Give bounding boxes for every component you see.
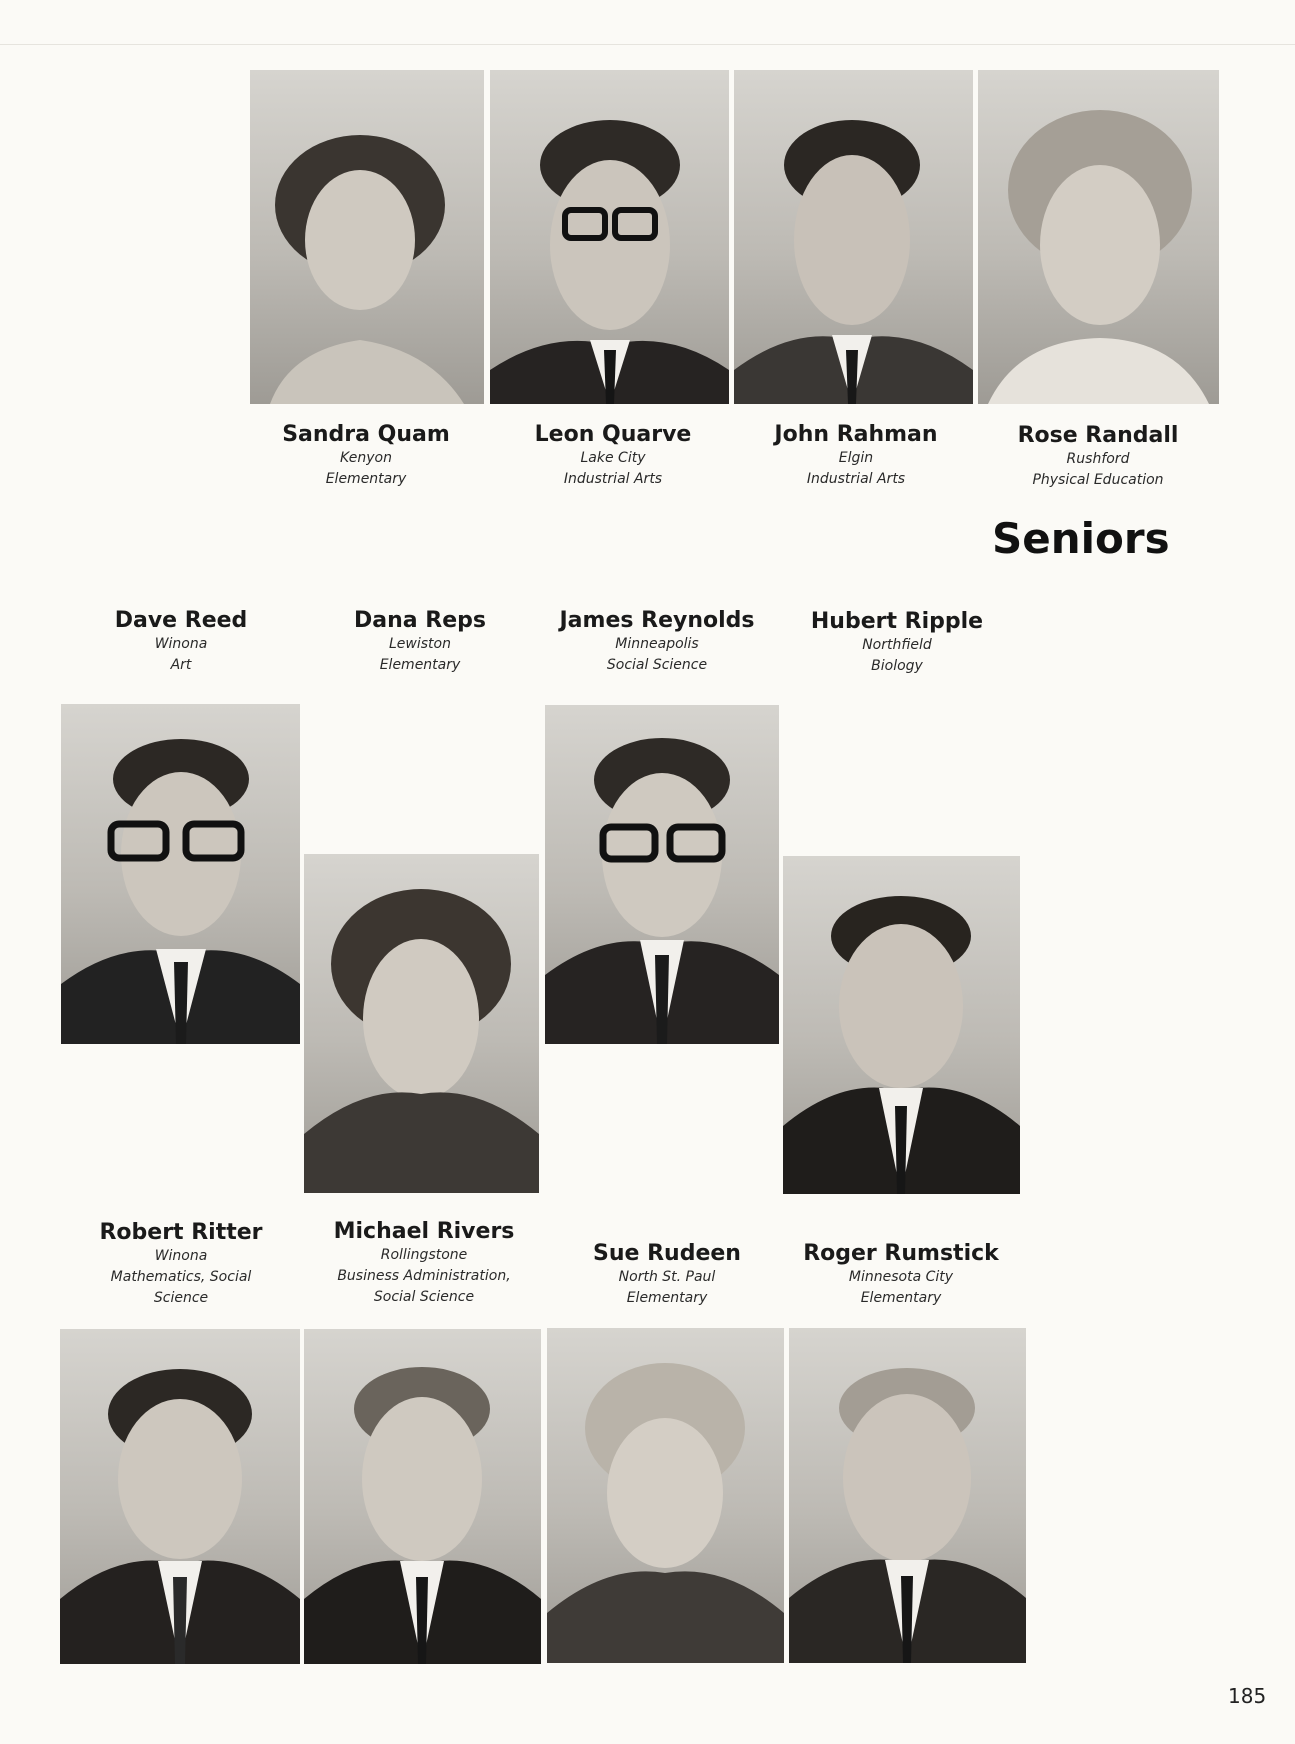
portrait-figure bbox=[60, 1329, 300, 1664]
student-major: Elementary bbox=[325, 471, 407, 487]
student-name: Dave Reed bbox=[114, 608, 248, 633]
page-top-rule bbox=[0, 44, 1295, 45]
student-major: Elementary bbox=[626, 1290, 708, 1306]
student-hometown: Minnesota City bbox=[848, 1269, 954, 1285]
student-major: Elementary bbox=[379, 657, 461, 673]
portrait-photo bbox=[545, 705, 779, 1044]
section-title: Seniors bbox=[992, 514, 1170, 563]
portrait-photo bbox=[734, 70, 973, 404]
student-name: Sue Rudeen bbox=[593, 1241, 741, 1266]
student-caption bbox=[304, 1219, 544, 1308]
student-major: Biology bbox=[871, 658, 923, 674]
student-hometown: Kenyon bbox=[340, 450, 392, 466]
student-hometown: Rollingstone bbox=[380, 1247, 468, 1263]
student-name: Rose Randall bbox=[1017, 423, 1179, 448]
student-name: John Rahman bbox=[774, 422, 938, 447]
student-name: James Reynolds bbox=[559, 608, 755, 633]
student-major-continued: Science bbox=[153, 1290, 209, 1306]
portrait-photo bbox=[789, 1328, 1026, 1663]
student-caption bbox=[537, 608, 777, 676]
portrait-figure bbox=[250, 70, 484, 404]
portrait-photo bbox=[304, 1329, 541, 1664]
student-major: Physical Education bbox=[1032, 472, 1164, 488]
student-caption bbox=[781, 1241, 1021, 1309]
student-name: Hubert Ripple bbox=[810, 609, 984, 634]
portrait-figure bbox=[789, 1328, 1026, 1663]
student-major: Industrial Arts bbox=[563, 471, 663, 487]
student-hometown: Elgin bbox=[838, 450, 874, 466]
student-caption bbox=[736, 422, 976, 490]
student-name: Robert Ritter bbox=[99, 1220, 263, 1245]
portrait-figure bbox=[545, 705, 779, 1044]
student-name: Leon Quarve bbox=[534, 422, 692, 447]
student-caption bbox=[61, 1220, 301, 1309]
portrait-figure bbox=[61, 704, 300, 1044]
portrait-photo bbox=[547, 1328, 784, 1663]
student-hometown: Lake City bbox=[580, 450, 646, 466]
student-caption bbox=[300, 608, 540, 676]
student-major: Mathematics, Social bbox=[110, 1269, 252, 1285]
student-hometown: Winona bbox=[154, 636, 208, 652]
portrait-photo bbox=[490, 70, 729, 404]
portrait-figure bbox=[304, 854, 539, 1193]
student-caption bbox=[246, 422, 486, 490]
portrait-figure bbox=[304, 1329, 541, 1664]
student-hometown: Minneapolis bbox=[615, 636, 699, 652]
student-major: Business Administration, bbox=[337, 1268, 511, 1284]
student-caption bbox=[777, 609, 1017, 677]
student-name: Sandra Quam bbox=[282, 422, 450, 447]
student-hometown: North St. Paul bbox=[618, 1269, 716, 1285]
portrait-figure bbox=[734, 70, 973, 404]
student-hometown: Lewiston bbox=[389, 636, 451, 652]
student-caption bbox=[61, 608, 301, 676]
portrait-photo bbox=[978, 70, 1219, 404]
portrait-photo bbox=[60, 1329, 300, 1664]
student-major: Industrial Arts bbox=[806, 471, 906, 487]
portrait-photo bbox=[61, 704, 300, 1044]
student-hometown: Rushford bbox=[1066, 451, 1130, 467]
student-caption bbox=[493, 422, 733, 490]
portrait-photo bbox=[783, 856, 1020, 1194]
student-caption bbox=[978, 423, 1218, 491]
portrait-figure bbox=[783, 856, 1020, 1194]
page-number: 185 bbox=[1228, 1684, 1267, 1708]
student-name: Roger Rumstick bbox=[803, 1241, 999, 1266]
student-major: Social Science bbox=[606, 657, 708, 673]
student-name: Michael Rivers bbox=[333, 1219, 515, 1244]
portrait-figure bbox=[547, 1328, 784, 1663]
student-major: Art bbox=[170, 657, 192, 673]
student-major: Elementary bbox=[860, 1290, 942, 1306]
student-name: Dana Reps bbox=[354, 608, 486, 633]
portrait-photo bbox=[250, 70, 484, 404]
student-caption bbox=[547, 1241, 787, 1309]
portrait-photo bbox=[304, 854, 539, 1193]
student-hometown: Northfield bbox=[862, 637, 932, 653]
student-major-continued: Social Science bbox=[373, 1289, 475, 1305]
portrait-figure bbox=[978, 70, 1219, 404]
student-hometown: Winona bbox=[154, 1248, 208, 1264]
portrait-figure bbox=[490, 70, 729, 404]
